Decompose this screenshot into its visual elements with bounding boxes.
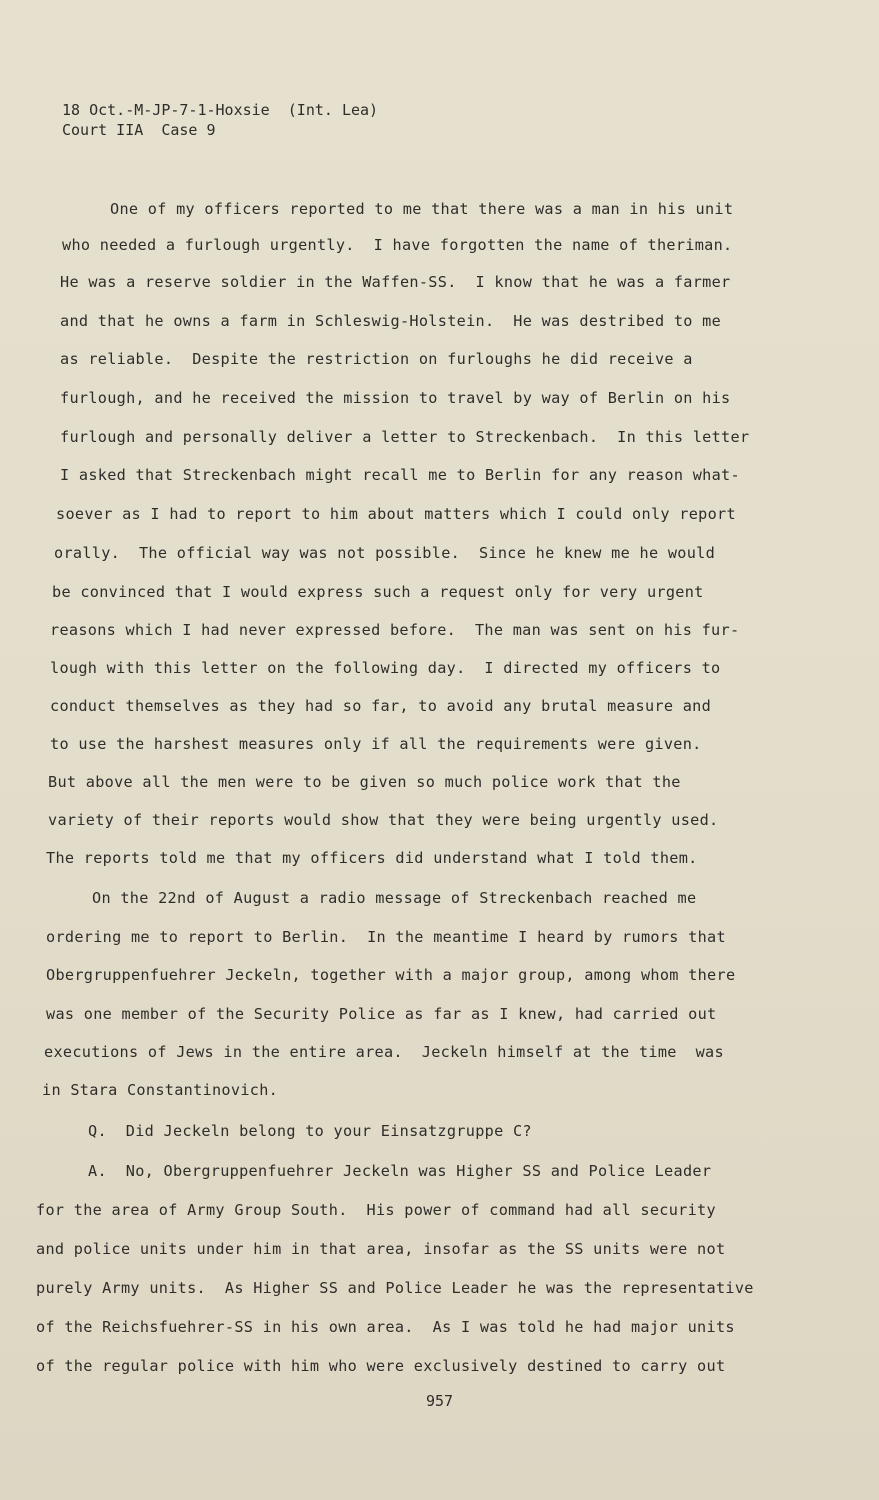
body-line: reasons which I had never expressed before. The man was sent on his fur- — [50, 621, 740, 639]
body-line: The reports told me that my officers did understand what I told them. — [46, 849, 698, 867]
body-line: in Stara Constantinovich. — [42, 1081, 279, 1099]
body-line: be convinced that I would express such a request only for very urgent — [52, 583, 704, 601]
body-line: A. No, Obergruppenfuehrer Jeckeln was Higher SS and Police Leader — [88, 1162, 712, 1180]
body-line: of the Reichsfuehrer-SS in his own area. As I was told he had major units — [36, 1318, 735, 1336]
body-line: who needed a furlough urgently. I have forgotten the name of theriman. — [62, 236, 733, 254]
body-line: Q. Did Jeckeln belong to your Einsatzgruppe C? — [88, 1122, 532, 1140]
body-line: furlough, and he received the mission to travel by way of Berlin on his — [60, 389, 731, 407]
body-line: variety of their reports would show that they were being urgently used. — [48, 811, 719, 829]
body-line: furlough and personally deliver a letter to Streckenbach. In this letter — [60, 428, 750, 446]
body-line: On the 22nd of August a radio message of Streckenbach reached me — [92, 889, 697, 907]
body-line: conduct themselves as they had so far, to avoid any brutal measure and — [50, 697, 712, 715]
body-line: for the area of Army Group South. His power of command had all security — [36, 1201, 716, 1219]
body-line: lough with this letter on the following day. I directed my officers to — [50, 659, 721, 677]
body-line: was one member of the Security Police as far as I knew, had carried out — [46, 1005, 717, 1023]
body-line: Obergruppenfuehrer Jeckeln, together with a major group, among whom there — [46, 966, 736, 984]
body-line: to use the harshest measures only if all the requirements were given. — [50, 735, 702, 753]
body-line: and that he owns a farm in Schleswig-Holstein. He was destribed to me — [60, 312, 722, 330]
body-line: and police units under him in that area, insofar as the SS units were not — [36, 1240, 726, 1258]
body-line: He was a reserve soldier in the Waffen-SS. I know that he was a farmer — [60, 273, 731, 291]
header-line-1: 18 Oct.-M-JP-7-1-Hoxsie (Int. Lea) — [62, 101, 379, 119]
body-line: orally. The official way was not possible. Since he knew me he would — [54, 544, 716, 562]
body-line: of the regular police with him who were exclusively destined to carry out — [36, 1357, 726, 1375]
body-line: I asked that Streckenbach might recall me to Berlin for any reason what- — [60, 466, 740, 484]
body-line: as reliable. Despite the restriction on furloughs he did receive a — [60, 350, 693, 368]
page-number: 957 — [425, 1392, 454, 1410]
case-header — [62, 100, 378, 140]
body-line: soever as I had to report to him about matters which I could only report — [56, 505, 736, 523]
body-line: But above all the men were to be given so much police work that the — [48, 773, 681, 791]
body-line: purely Army units. As Higher SS and Police Leader he was the representative — [36, 1279, 754, 1297]
body-line: ordering me to report to Berlin. In the meantime I heard by rumors that — [46, 928, 726, 946]
body-line: executions of Jews in the entire area. Jeckeln himself at the time was — [44, 1043, 724, 1061]
header-line-2: Court IIA Case 9 — [62, 121, 216, 139]
body-line: One of my officers reported to me that there was a man in his unit — [110, 200, 734, 218]
